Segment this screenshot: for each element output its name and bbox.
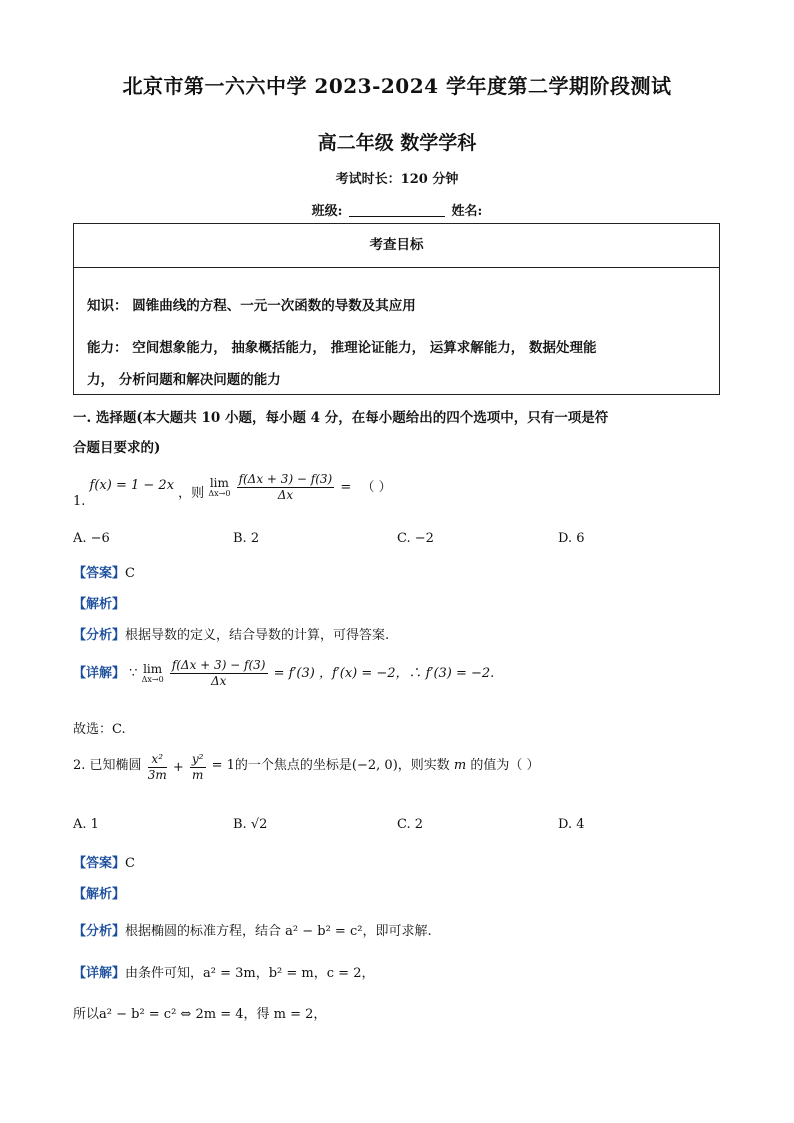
objectives-ability-1: 能力： 空间想象能力， 抽象概括能力， 推理论证能力， 运算求解能力， 数据处理能 xyxy=(87,340,597,356)
fenxi-text: 根据椭圆的标准方程，结合 a² − b² = c²，即可求解. xyxy=(125,924,432,939)
detail-conclusion: ，f′(x) = −2，∴ f′(3) = −2. xyxy=(318,666,495,681)
q1-option-a[interactable]: A. −6 xyxy=(73,531,110,546)
name-label: 姓名: xyxy=(451,204,483,219)
fenxi-tag: 【分析】 xyxy=(73,924,126,939)
class-name-line xyxy=(0,200,794,219)
detail-tag: 【详解】 xyxy=(73,666,126,681)
detail-text: 由条件可知，a² = 3m，b² = m，c = 2， xyxy=(125,966,375,981)
difference-quotient: $\frac{f(\Delta x + 3) - f(3)}{\Delta x}$ xyxy=(238,472,333,502)
answer-tag: 【答案】 xyxy=(73,566,126,581)
objectives-ability-2: 力， 分析问题和解决问题的能力 xyxy=(87,372,281,388)
exam-duration: 考试时长：120 分钟 xyxy=(335,172,459,187)
difference-quotient: $\frac{f(\Delta x + 3) - f(3)}{\Delta x}$ xyxy=(171,658,266,688)
objectives-heading: 考查目标 xyxy=(74,224,719,268)
class-blank[interactable] xyxy=(349,203,445,217)
answer-value: C xyxy=(125,566,135,581)
q1-option-c[interactable]: C. −2 xyxy=(397,531,434,546)
objectives-knowledge: 知识： 圆锥曲线的方程、一元一次函数的导数及其应用 xyxy=(87,298,416,314)
ellipse-frac-y: $\frac{\text{y²}}{m}$ xyxy=(191,752,204,782)
ellipse-frac-x: $\frac{\text{x²}}{3m}$ xyxy=(147,752,167,782)
q2-option-a[interactable]: A. 1 xyxy=(73,817,99,832)
then-text: ，则 xyxy=(178,486,205,501)
q1-detail xyxy=(73,658,494,689)
detail-tag: 【详解】 xyxy=(73,966,126,981)
answer-paren: （ ） xyxy=(361,480,392,495)
because-symbol: ∵ xyxy=(129,666,138,681)
q1-choice: 故选：C. xyxy=(73,722,126,737)
q2-text-c: 的值为（ ） xyxy=(470,758,540,773)
q2-analysis-tag: 【解析】 xyxy=(73,887,126,902)
objectives-box xyxy=(73,223,720,395)
q2-text-b: = 1的一个焦点的坐标是(−2, 0)，则实数 xyxy=(211,758,450,773)
equals-sign: = xyxy=(340,480,352,495)
question-number: 2. xyxy=(73,758,86,773)
q1-fenxi xyxy=(73,624,389,643)
question-number: 1. xyxy=(73,494,86,509)
function-def: f(x) = 1 − 2x xyxy=(89,478,175,493)
q2-var-m: m xyxy=(453,758,467,773)
section-heading-2: 合题目要求的) xyxy=(73,440,161,456)
q2-text-a: 已知椭圆 xyxy=(89,758,142,773)
q2-option-b[interactable]: B. √2 xyxy=(233,817,268,832)
q2-option-c[interactable]: C. 2 xyxy=(397,817,424,832)
q1-analysis-tag: 【解析】 xyxy=(73,597,126,612)
q1-answer xyxy=(73,562,135,581)
q1-option-d[interactable]: D. 6 xyxy=(558,531,585,546)
q2-option-d[interactable]: D. 4 xyxy=(558,817,585,832)
class-label: 班级: xyxy=(311,204,343,219)
detail-derivative: = f′(3) xyxy=(273,666,315,681)
question-2 xyxy=(73,752,540,783)
page-title: 北京市第一六六中学 2023-2024 学年度第二学期阶段测试 xyxy=(122,74,672,98)
limit-operator: lim Δx→0 xyxy=(141,662,164,684)
section-heading-1: 一. 选择题(本大题共 10 小题，每小题 4 分，在每小题给出的四个选项中，只有一项是符 xyxy=(73,410,609,426)
question-1 xyxy=(73,472,392,509)
plus-sign: + xyxy=(172,760,184,775)
q2-fenxi xyxy=(73,920,432,939)
q2-last-line: 所以a² − b² = c² ⇔ 2m = 4，得 m = 2， xyxy=(73,1007,327,1022)
q1-option-b[interactable]: B. 2 xyxy=(233,531,260,546)
answer-tag: 【答案】 xyxy=(73,856,126,871)
fenxi-text: 根据导数的定义，结合导数的计算，可得答案. xyxy=(125,628,390,643)
answer-value: C xyxy=(125,856,135,871)
page-subtitle: 高二年级 数学学科 xyxy=(317,132,477,154)
q2-answer xyxy=(73,852,135,871)
limit-operator: lim Δx→0 xyxy=(208,476,231,498)
q2-detail xyxy=(73,962,374,981)
fenxi-tag: 【分析】 xyxy=(73,628,126,643)
